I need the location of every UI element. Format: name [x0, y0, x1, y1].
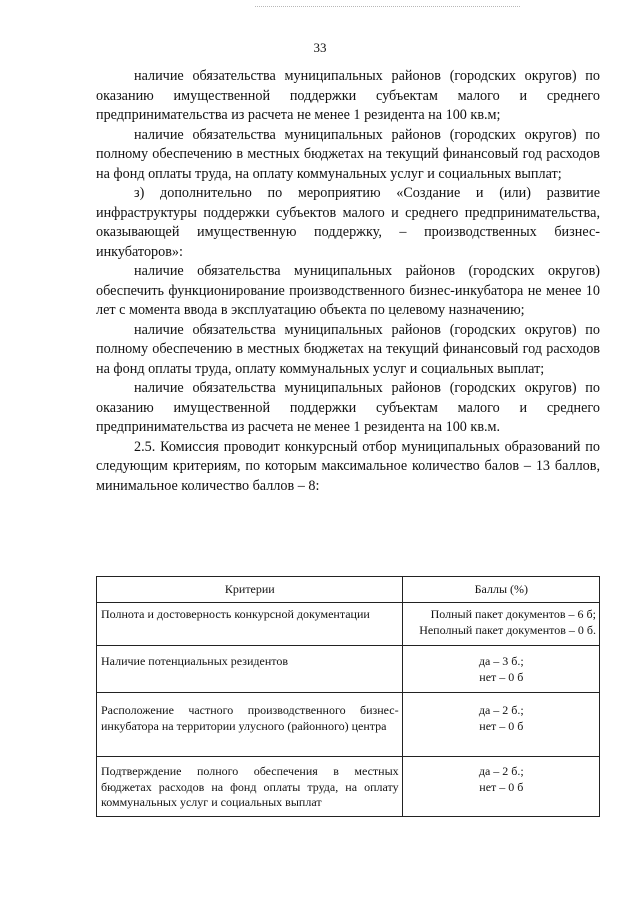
paragraph-section-2-5: 2.5. Комиссия проводит конкурсный отбор муниципальных образований по следующим критериям, по которым максимальное количество балов – 13 баллов, минимальное количество баллов – 8:: [96, 438, 600, 494]
score-cell: [402, 693, 599, 757]
criterion-cell: Расположение частного производственного бизнес-инкубатора на территории улусного (районного) центра: [97, 693, 403, 757]
scan-artifact-line: [255, 6, 520, 7]
score-line: нет – 0 б: [479, 718, 524, 733]
criterion-cell: Подтверждение полного обеспечения в местных бюджетах расходов на фонд оплаты труда, на оплату коммунальных услуг и социальных выплат: [97, 757, 403, 817]
paragraph: наличие обязательства муниципальных районов (городских округов) по полному обеспечению в местных бюджетах на текущий финансовый год расходов на фонд оплаты труда, на оплату коммунальных услуг и социальных выплат;: [96, 126, 600, 182]
table-header-row: [97, 577, 600, 603]
score-cell: [402, 757, 599, 817]
score-line: нет – 0 б: [479, 669, 524, 684]
table-row: [97, 603, 600, 646]
table-row: [97, 693, 600, 757]
table-row: [97, 646, 600, 693]
paragraph: наличие обязательства муниципальных районов (городских округов) обеспечить функционирование производственного бизнес-инкубатора не менее 10 лет с момента ввода в эксплуатацию объекта по целевому назначению;: [96, 263, 600, 318]
header-criteria: Критерии: [97, 577, 403, 603]
criterion-cell: Полнота и достоверность конкурсной документации: [97, 603, 403, 646]
score-line: нет – 0 б: [479, 779, 524, 794]
score-line: да – 3 б.;: [478, 654, 524, 668]
paragraph: наличие обязательства муниципальных районов (городских округов) по оказанию имущественной поддержки субъектам малого и среднего предпринимательства из расчета не менее 1 резидента на 100 кв.м.: [96, 380, 600, 435]
criterion-cell: Наличие потенциальных резидентов: [97, 646, 403, 693]
paragraph: з) дополнительно по мероприятию «Создание и (или) развитие инфраструктуры поддержки субъектов малого и среднего предпринимательства, оказывающей имущественную поддержку, – производственных бизнес-инкубаторов»:: [96, 185, 600, 260]
page-number: 33: [313, 40, 327, 55]
score-line: да – 2 б.;: [478, 703, 524, 717]
header-score: Баллы (%): [402, 577, 599, 603]
score-cell: [402, 646, 599, 693]
criteria-table: [96, 576, 600, 817]
score-cell: [402, 603, 599, 646]
paragraph: наличие обязательства муниципальных районов (городских округов) по полному обеспечению в местных бюджетах на текущий финансовый год расходов на фонд оплаты труда, оплату коммунальных услуг и социальных выплат;: [96, 321, 600, 377]
score-line: Полный пакет документов – 6 б;: [430, 607, 596, 621]
document-body: [96, 67, 600, 496]
score-line: да – 2 б.;: [478, 764, 524, 778]
score-line: Неполный пакет документов – 0 б.: [419, 622, 596, 637]
table-row: [97, 757, 600, 817]
paragraph: наличие обязательства муниципальных районов (городских округов) по оказанию имущественной поддержки субъектам малого и среднего предпринимательства из расчета не менее 1 резидента на 100 кв.м;: [96, 68, 600, 123]
